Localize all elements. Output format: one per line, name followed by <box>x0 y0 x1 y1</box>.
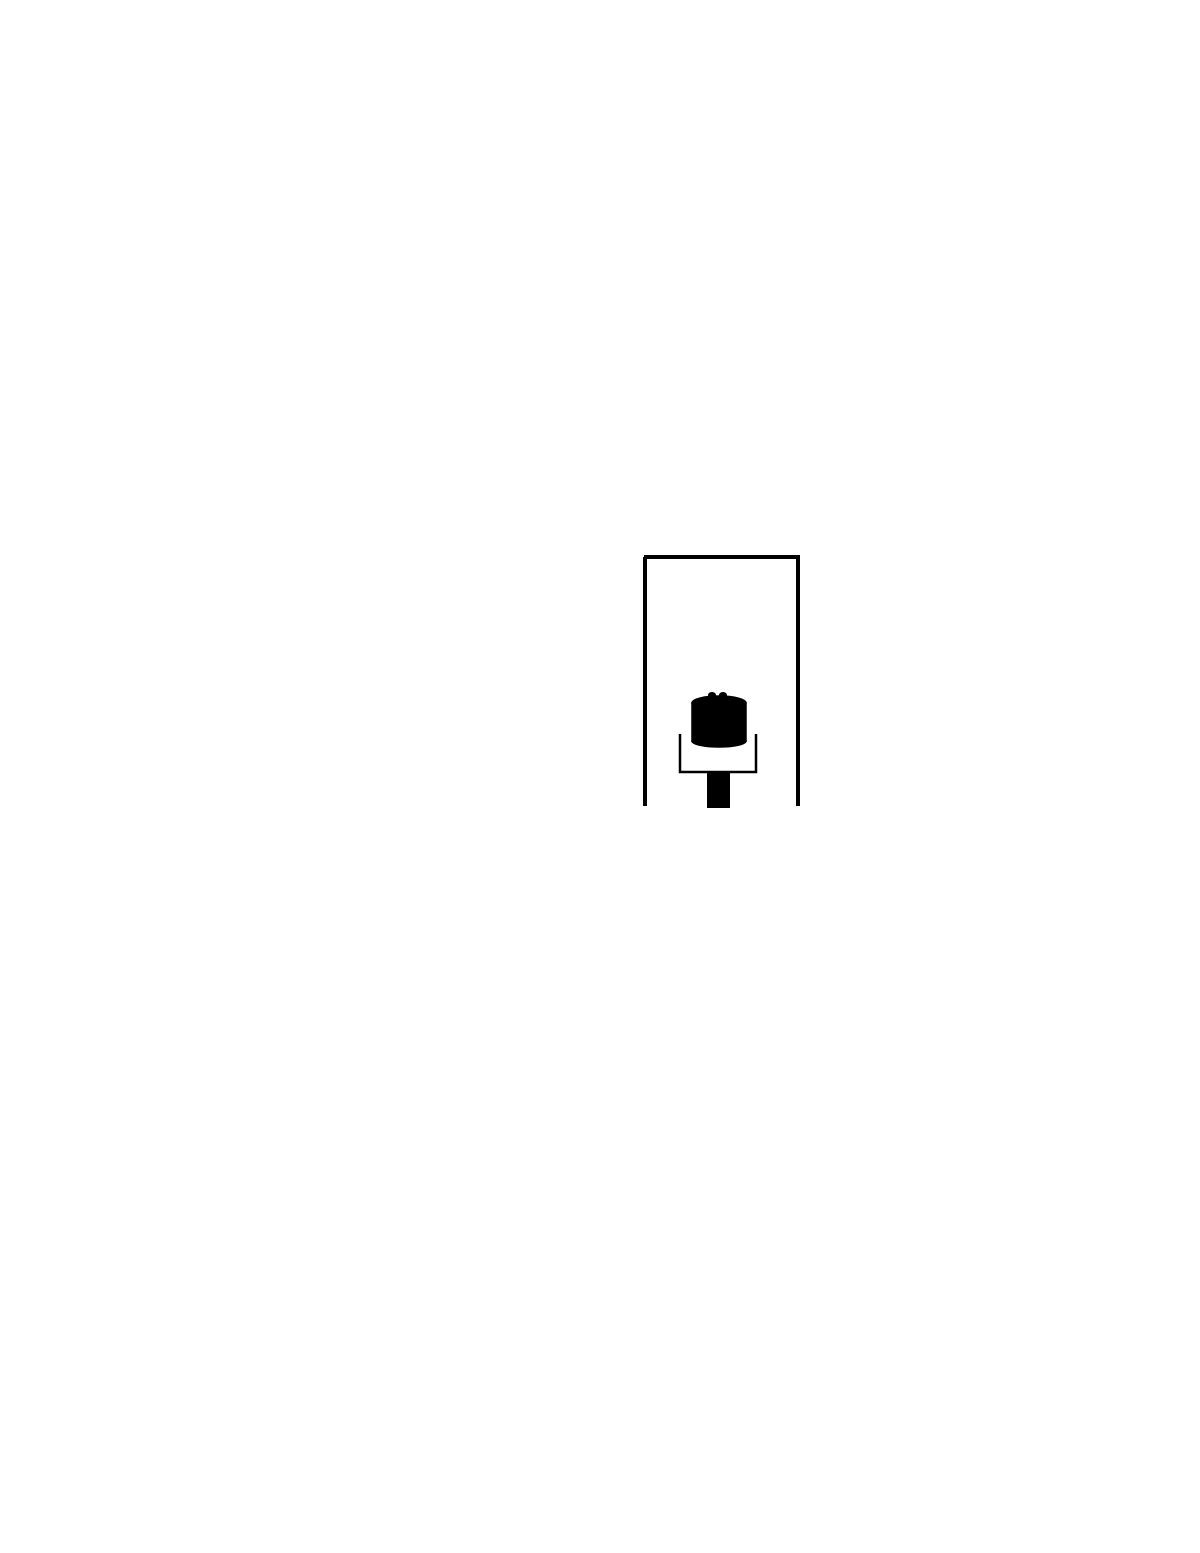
intro-paragraph <box>140 332 1062 360</box>
pendulum-diagram <box>634 552 814 814</box>
string-left <box>646 560 718 696</box>
right-column <box>634 552 1064 836</box>
pendulum-figure <box>634 552 814 814</box>
pendulum-bob <box>692 696 746 747</box>
string-right <box>714 560 797 696</box>
photogate-stand <box>707 772 730 808</box>
left-column <box>140 560 570 630</box>
